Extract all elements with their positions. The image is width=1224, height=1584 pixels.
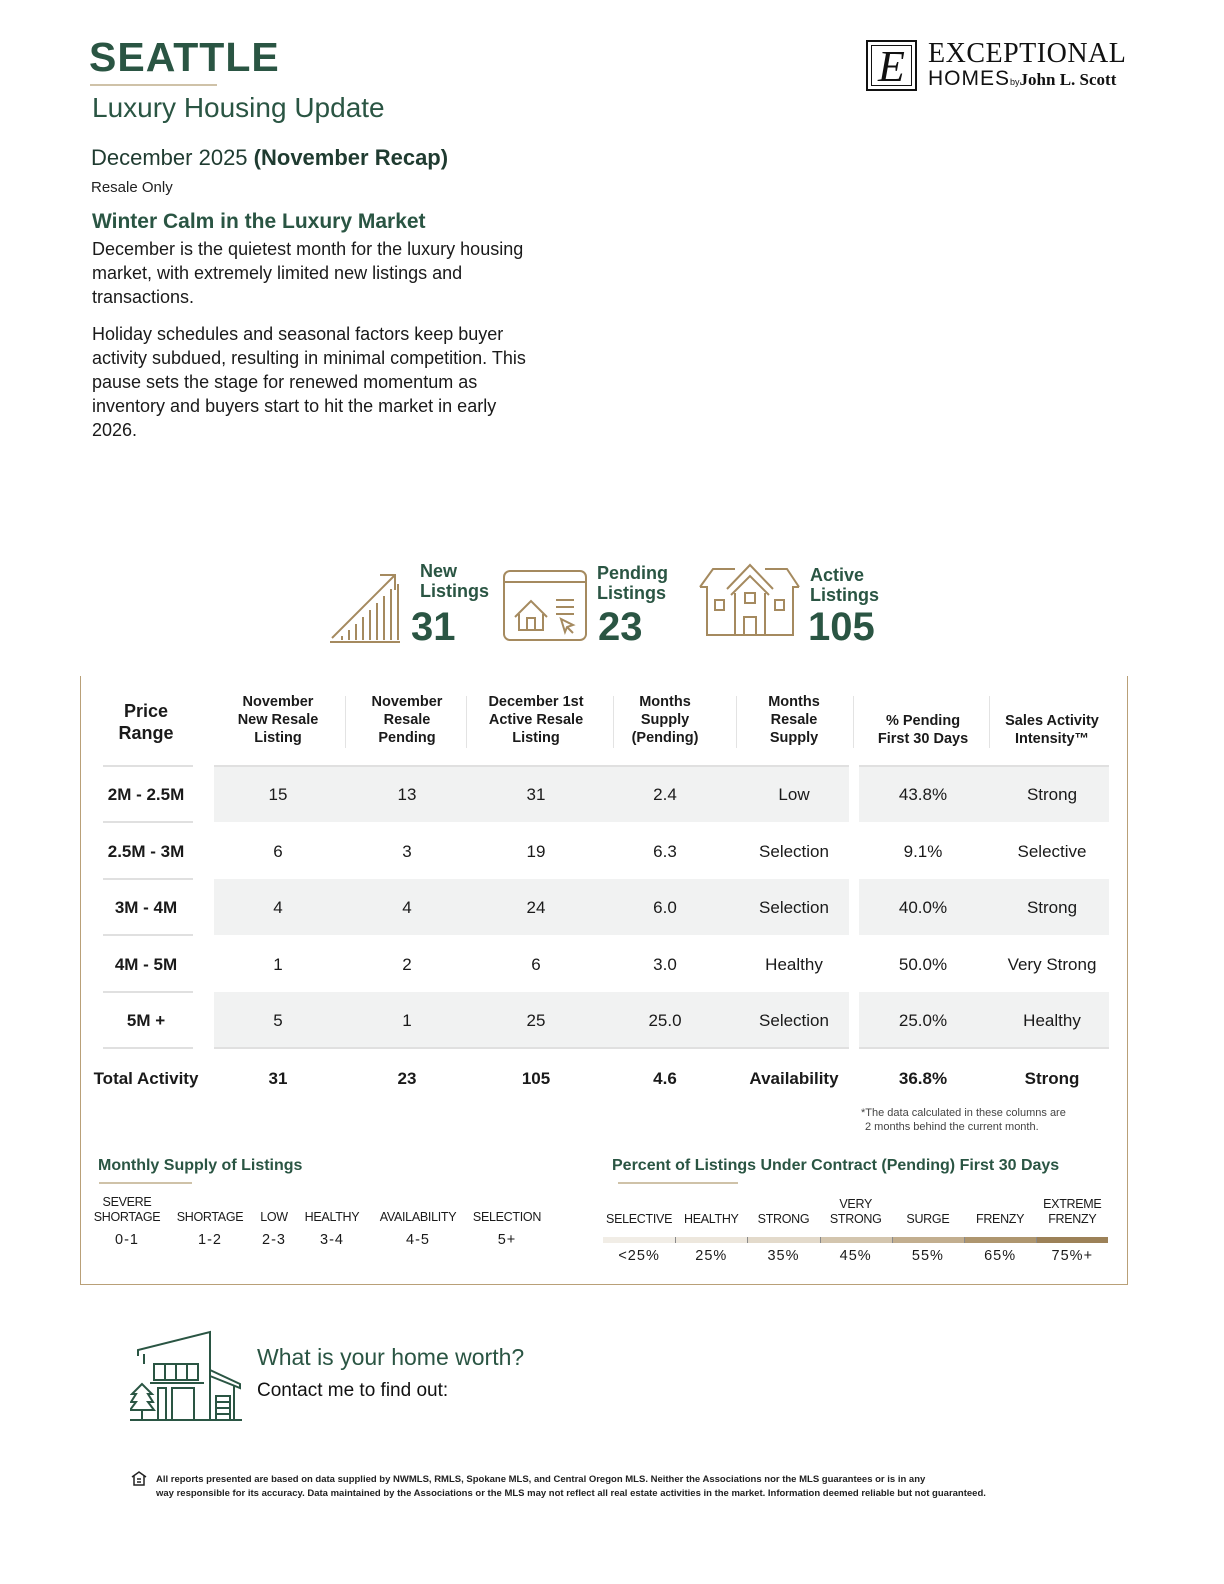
- pending-legend-rule: [618, 1182, 738, 1184]
- legend-label-line: FRENZY: [975, 1212, 1025, 1226]
- kpi-pending-label: [597, 563, 668, 603]
- table-cell: 6.0: [653, 898, 677, 917]
- column-header: [987, 712, 1117, 748]
- table-cell: 4: [402, 898, 412, 917]
- pending-legend-title: Percent of Listings Under Contract (Pending) First 30 Days: [612, 1157, 1060, 1174]
- table-cell: 25.0: [648, 1011, 682, 1030]
- note-line: *The data calculated in these columns are: [861, 1107, 1066, 1119]
- legend-label-line: HEALTHY: [304, 1210, 360, 1224]
- pending-scale-segment: [603, 1237, 675, 1243]
- table-cell: 24: [526, 898, 546, 917]
- table-cell: Healthy: [765, 955, 823, 974]
- supply-legend-label: [282, 1195, 382, 1225]
- kpi-pending-value: 23: [598, 605, 643, 649]
- header-line: Supply: [769, 730, 819, 746]
- header-line: Active Resale: [488, 712, 584, 728]
- header-line: November: [242, 694, 314, 710]
- column-header: [342, 693, 472, 747]
- row-divider: [103, 821, 193, 823]
- total-cell: 23: [397, 1069, 417, 1088]
- header-line: Pending: [378, 730, 436, 746]
- legend-label-line: SELECTION: [472, 1210, 542, 1224]
- row-divider: [859, 1047, 1109, 1049]
- header-separator: [466, 696, 467, 748]
- legend-label-line: [457, 1195, 557, 1210]
- supply-legend-range: 0-1: [115, 1232, 139, 1248]
- header-line: Price: [123, 701, 169, 721]
- table-cell: Selection: [759, 898, 829, 917]
- kpi-label-line: Listings: [597, 583, 667, 603]
- intro-paragraph: Holiday schedules and seasonal factors keep buyer activity subdued, resulting in minimal competition. This pause sets the stage for renewed momentum as inventory and buyers start to hit the market in early 2026.: [92, 324, 526, 440]
- table-cell: 6: [531, 955, 541, 974]
- legend-label-line: SHORTAGE: [93, 1210, 161, 1224]
- intro-paragraph: December is the quietest month for the luxury housing market, with extremely limited new listings and transactions.: [92, 239, 524, 307]
- logo-line2: [928, 67, 1116, 91]
- table-cell: 3: [402, 842, 412, 861]
- data-lag-note: [861, 1106, 1066, 1134]
- table-cell: 40.0%: [898, 898, 948, 917]
- legend-label-line: SHORTAGE: [176, 1210, 244, 1224]
- header-separator: [345, 696, 346, 748]
- legend-label-line: FRENZY: [1048, 1212, 1097, 1226]
- table-cell: 1: [273, 955, 283, 974]
- table-cell: 31: [526, 785, 546, 804]
- price-range-cell: 2.5M - 3M: [107, 842, 185, 861]
- total-cell: Strong: [1024, 1069, 1080, 1088]
- city-title: SEATTLE: [89, 34, 280, 80]
- legend-label-line: EXTREME: [1043, 1197, 1102, 1211]
- pending-legend-label: [1027, 1197, 1117, 1227]
- table-cell: 1: [402, 1011, 412, 1030]
- kpi-active-value: 105: [808, 605, 875, 649]
- disclaimer-line: All reports presented are based on data supplied by NWMLS, RMLS, Spokane MLS, and Central Oregon MLS. Neither the Associations nor the MLS guarantees or is in any: [156, 1474, 926, 1485]
- report-month: December 2025: [91, 145, 248, 170]
- header-separator: [736, 696, 737, 748]
- table-cell: Strong: [1026, 898, 1078, 917]
- disclaimer: [156, 1473, 1056, 1501]
- report-date: [91, 145, 448, 171]
- legend-label-line: HEALTHY: [683, 1212, 739, 1226]
- table-cell: 25.0%: [898, 1011, 948, 1030]
- supply-legend-range: 4-5: [406, 1232, 430, 1248]
- supply-legend-range: 1-2: [198, 1232, 222, 1248]
- pending-scale-tick: [675, 1237, 676, 1243]
- header-separator: [989, 696, 990, 748]
- header-line: Resale: [770, 712, 818, 728]
- trending-chart-icon: [328, 570, 404, 646]
- logo-homes: HOMES: [928, 67, 1011, 90]
- header-line: % Pending: [885, 713, 961, 729]
- pending-legend-value: 25%: [695, 1248, 728, 1264]
- pending-scale-tick: [747, 1237, 748, 1243]
- table-cell: Selection: [759, 1011, 829, 1030]
- supply-legend-label: [368, 1195, 468, 1225]
- pending-legend-value: 35%: [767, 1248, 800, 1264]
- legend-label-line: STRONG: [757, 1212, 810, 1226]
- legend-label-line: AVAILABILITY: [379, 1210, 457, 1224]
- browser-house-icon: [503, 570, 587, 641]
- report-subtitle: Luxury Housing Update: [92, 92, 385, 123]
- total-label: Total Activity: [93, 1069, 199, 1088]
- legend-label-line: SEVERE: [102, 1195, 152, 1209]
- header-line: Supply: [640, 712, 690, 728]
- row-divider: [103, 991, 193, 993]
- kpi-label-line: Pending: [597, 563, 668, 583]
- legend-label-line: SELECTIVE: [606, 1212, 673, 1226]
- pending-scale-segment: [675, 1237, 747, 1243]
- supply-legend-label: [457, 1195, 557, 1225]
- row-divider: [103, 1047, 193, 1049]
- supply-legend-range: 2-3: [262, 1232, 286, 1248]
- row-divider: [214, 765, 849, 767]
- table-cell: 2: [402, 955, 412, 974]
- header-line: Intensity™: [1014, 731, 1090, 747]
- report-recap: (November Recap): [253, 145, 449, 170]
- pending-legend-value: 65%: [984, 1248, 1017, 1264]
- column-header: [600, 693, 730, 747]
- cta-title: What is your home worth?: [257, 1344, 525, 1370]
- legend-label-line: VERY: [839, 1197, 872, 1211]
- legend-label-line: LOW: [260, 1210, 288, 1224]
- table-cell: 6: [273, 842, 283, 861]
- pending-scale-tick: [1036, 1237, 1037, 1243]
- table-cell: Selection: [759, 842, 829, 861]
- table-cell: 5: [273, 1011, 283, 1030]
- table-cell: 25: [526, 1011, 546, 1030]
- table-cell: Healthy: [1023, 1011, 1081, 1030]
- title-divider: [90, 84, 217, 86]
- pending-scale-segment: [820, 1237, 892, 1243]
- equal-housing-icon: [131, 1471, 147, 1486]
- table-cell: 15: [268, 785, 288, 804]
- table-cell: 3.0: [653, 955, 677, 974]
- price-range-cell: 3M - 4M: [114, 898, 178, 917]
- pending-scale-segment: [892, 1237, 964, 1243]
- intro-headline: Winter Calm in the Luxury Market: [92, 210, 426, 233]
- header-separator: [613, 696, 614, 748]
- header-line: Sales Activity: [1005, 713, 1099, 729]
- pending-scale-segment: [1036, 1237, 1108, 1243]
- table-cell: 50.0%: [898, 955, 948, 974]
- table-cell: 9.1%: [903, 842, 943, 861]
- disclaimer-line: way responsible for its accuracy. Data maintained by the Associations or the MLS may not reflect all real estate activities in the market. Information deemed reliable but not guaranteed.: [156, 1488, 986, 1499]
- pending-legend-value: 75%+: [1051, 1248, 1094, 1264]
- table-cell: Selective: [1017, 842, 1087, 861]
- pending-legend-value: 45%: [839, 1248, 872, 1264]
- supply-legend-rule: [99, 1182, 192, 1184]
- price-range-cell: 5M +: [126, 1011, 166, 1030]
- table-cell: 4: [273, 898, 283, 917]
- header-line: New Resale: [237, 712, 319, 728]
- kpi-label-line: Listings: [810, 585, 880, 605]
- price-range-cell: 2M - 2.5M: [107, 785, 185, 804]
- total-cell: 105: [521, 1069, 551, 1088]
- column-header: [858, 712, 988, 748]
- table-cell: 6.3: [653, 842, 677, 861]
- row-divider: [103, 878, 193, 880]
- row-divider: [214, 1047, 849, 1049]
- total-cell: 36.8%: [898, 1069, 948, 1088]
- row-divider: [103, 765, 193, 767]
- header-separator: [853, 696, 854, 748]
- pending-scale-tick: [892, 1237, 893, 1243]
- row-divider: [103, 934, 193, 936]
- kpi-new-value: 31: [411, 605, 456, 649]
- logo-brand: John L. Scott: [1019, 70, 1117, 89]
- total-cell: 31: [268, 1069, 288, 1088]
- header-line: (Pending): [631, 730, 699, 746]
- pending-scale-tick: [964, 1237, 965, 1243]
- header-line: Range: [118, 723, 174, 743]
- header-line: Resale: [383, 712, 431, 728]
- legend-label-line: SURGE: [906, 1212, 950, 1226]
- kpi-label-line: Listings: [420, 581, 490, 601]
- legend-label-line: [282, 1195, 382, 1210]
- header-line: November: [371, 694, 443, 710]
- pending-scale-segment: [964, 1237, 1036, 1243]
- table-cell: Low: [778, 785, 810, 804]
- scope-note: Resale Only: [91, 179, 173, 196]
- kpi-active-label: [810, 565, 879, 605]
- row-divider: [859, 765, 1109, 767]
- header-line: First 30 Days: [877, 731, 969, 747]
- column-header: [81, 700, 211, 744]
- header-line: Listing: [512, 730, 560, 746]
- table-cell: 43.8%: [898, 785, 948, 804]
- kpi-label-line: Active: [810, 565, 865, 585]
- supply-legend-range: 3-4: [320, 1232, 344, 1248]
- total-cell: 4.6: [653, 1069, 677, 1088]
- brand-logo: [866, 38, 1126, 94]
- header-line: Months: [768, 694, 820, 710]
- table-cell: 19: [526, 842, 546, 861]
- table-cell: 2.4: [653, 785, 677, 804]
- table-cell: 13: [397, 785, 417, 804]
- pending-scale-segment: [747, 1237, 819, 1243]
- kpi-new-label: [420, 561, 489, 601]
- supply-legend-range: 5+: [497, 1232, 517, 1248]
- column-header: [471, 693, 601, 747]
- kpi-label-line: New: [420, 561, 458, 581]
- monogram-icon: [866, 40, 917, 91]
- pending-legend-value: <25%: [618, 1248, 660, 1264]
- logo-line1: EXCEPTIONAL: [928, 38, 1127, 69]
- cta-subtitle: Contact me to find out:: [257, 1380, 449, 1401]
- column-header: [729, 693, 859, 747]
- pending-legend-value: 55%: [911, 1248, 944, 1264]
- supply-legend-title: Monthly Supply of Listings: [98, 1157, 303, 1174]
- house-icon: [699, 563, 801, 637]
- legend-label-line: [368, 1195, 468, 1210]
- legend-label-line: STRONG: [829, 1212, 882, 1226]
- monogram-letter: E: [871, 45, 912, 86]
- logo-by: by: [1010, 77, 1020, 87]
- note-line: 2 months behind the current month.: [865, 1121, 1039, 1133]
- pending-scale-tick: [820, 1237, 821, 1243]
- header-line: December 1st: [488, 694, 584, 710]
- column-header: [213, 693, 343, 747]
- total-cell: Availability: [749, 1069, 839, 1088]
- header-line: Months: [639, 694, 691, 710]
- table-cell: Very Strong: [1007, 955, 1097, 974]
- header-line: Listing: [254, 730, 302, 746]
- modern-house-icon: [130, 1330, 242, 1422]
- table-cell: Strong: [1026, 785, 1078, 804]
- price-range-cell: 4M - 5M: [114, 955, 178, 974]
